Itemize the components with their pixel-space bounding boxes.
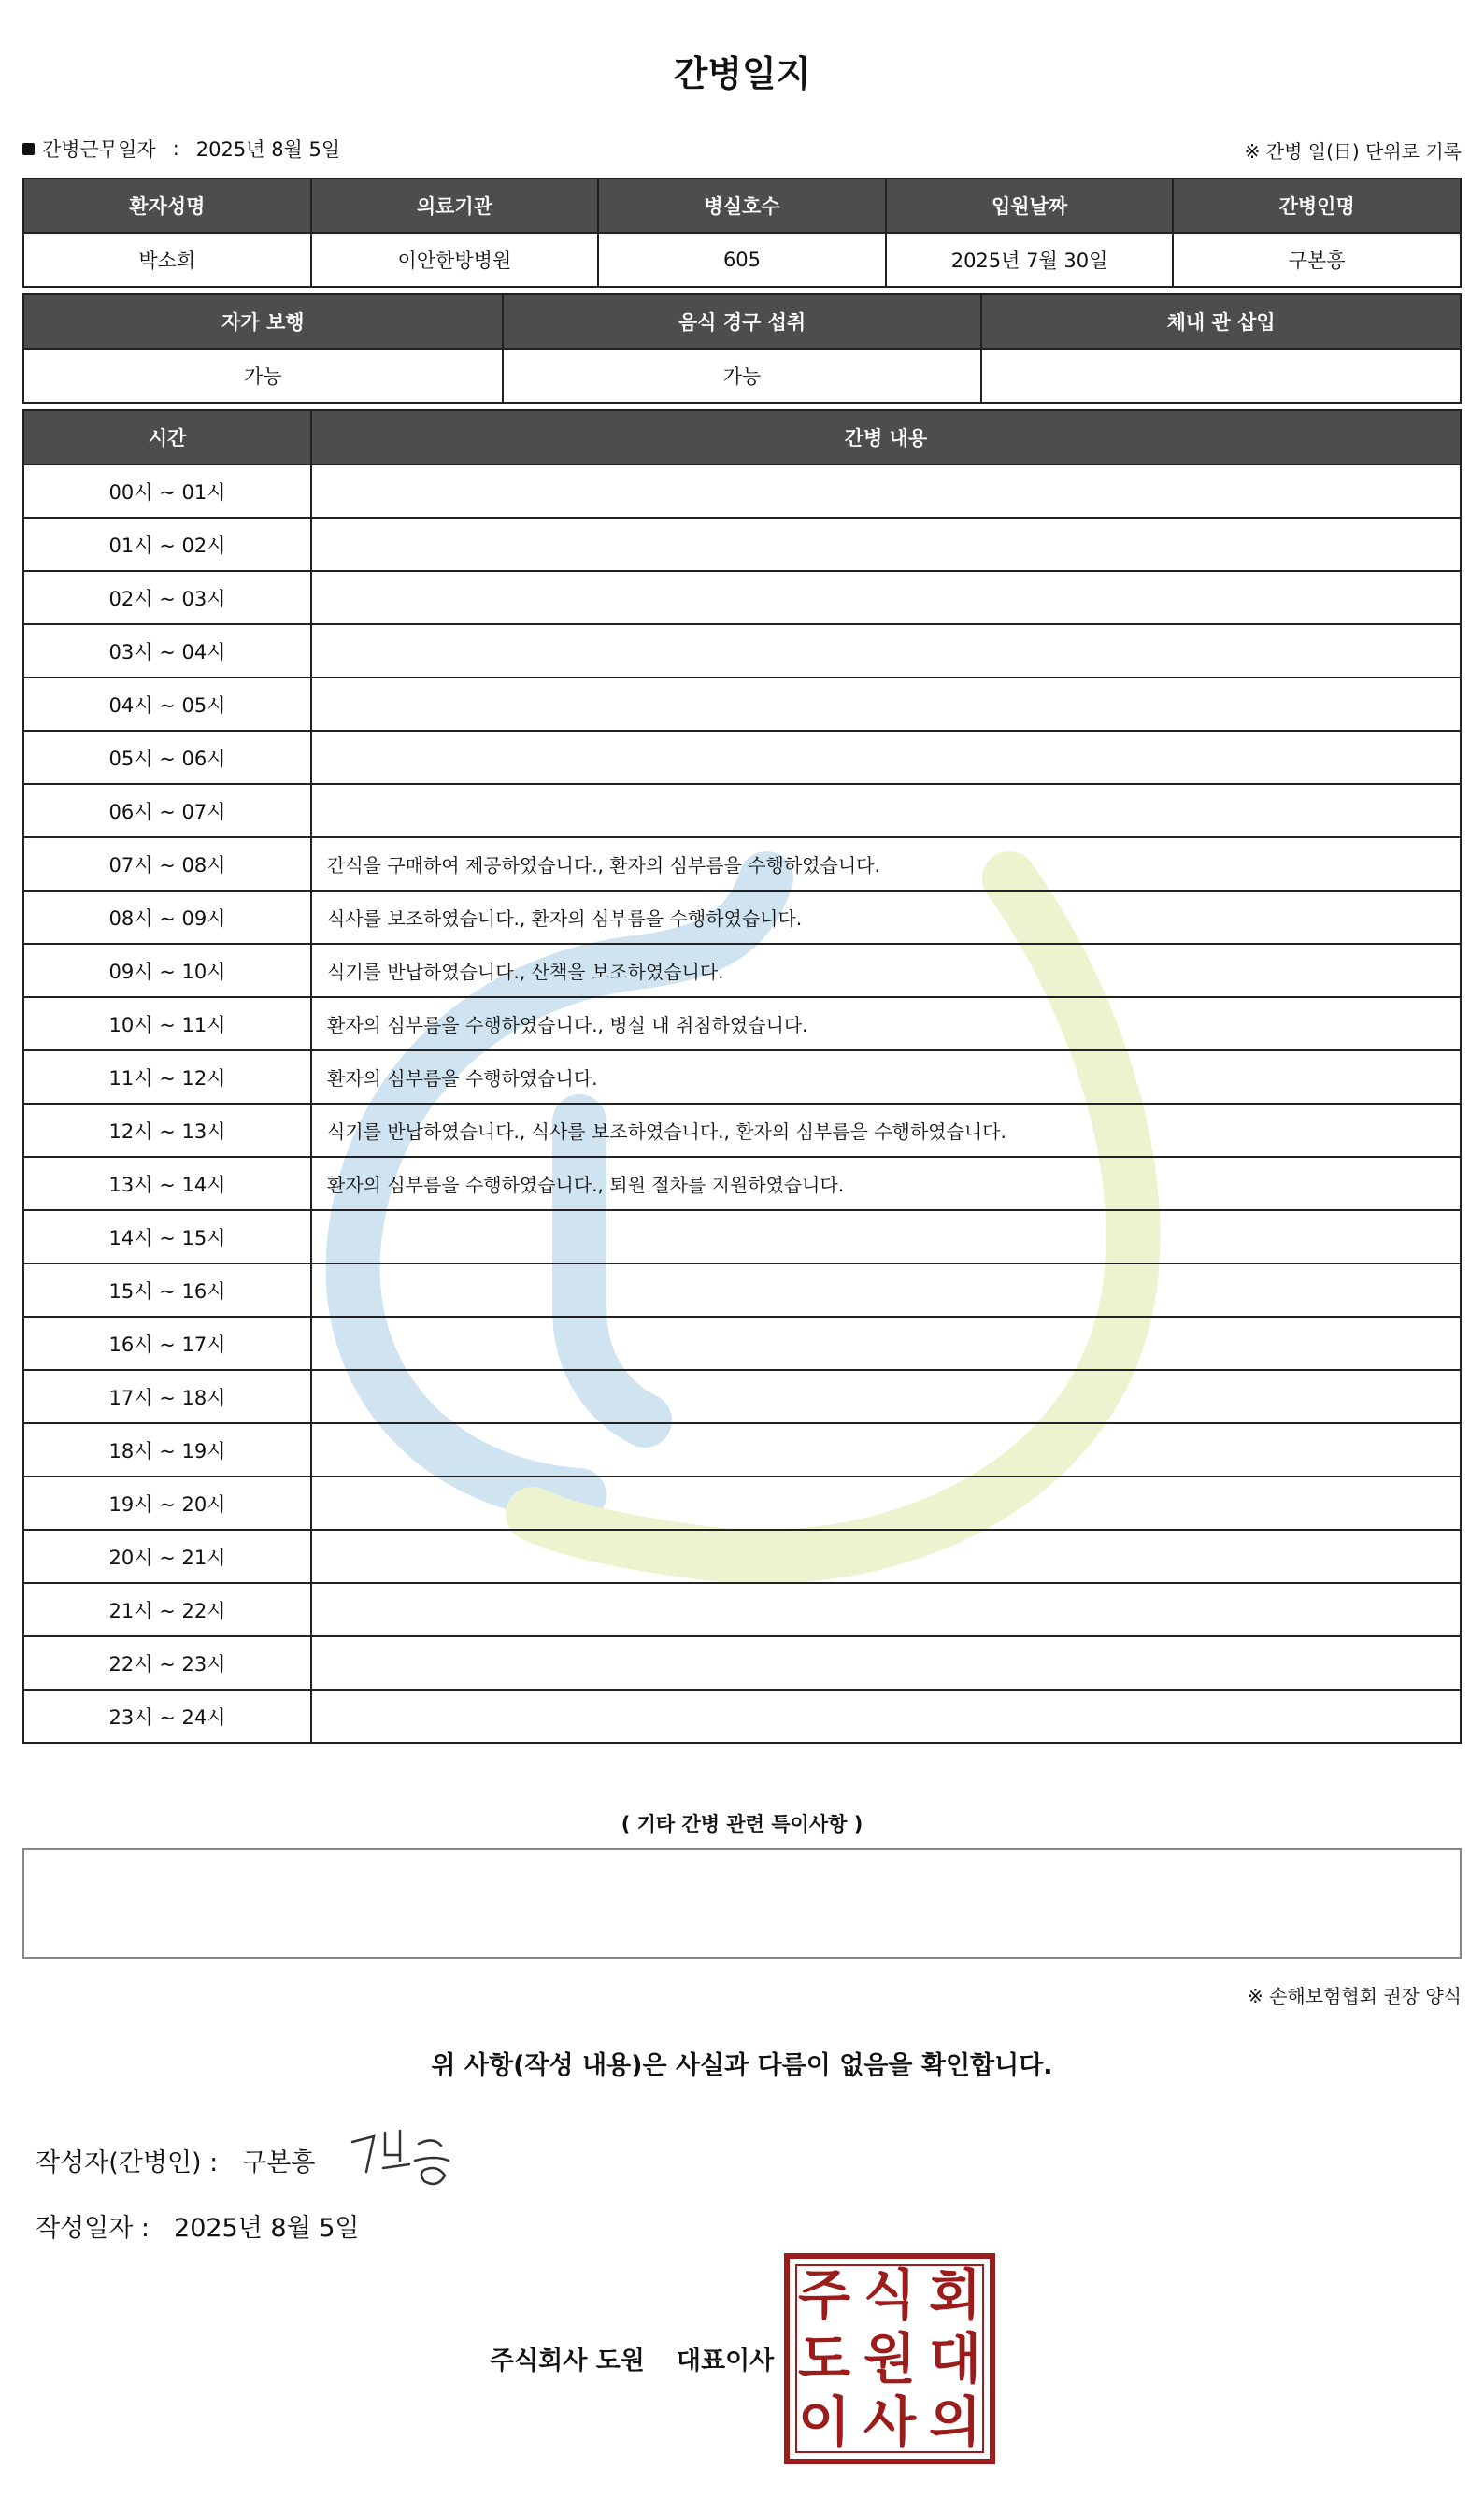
handwritten-signature — [348, 2123, 460, 2198]
time-slot: 00시 ~ 01시 — [23, 464, 311, 518]
ceo-title: 대표이사 — [676, 2347, 775, 2376]
care-content — [311, 1423, 1461, 1477]
care-log-table — [22, 409, 1462, 1744]
header-admission-date: 입원날짜 — [886, 178, 1174, 233]
time-slot: 08시 ~ 09시 — [23, 891, 311, 944]
care-log-row — [23, 1317, 1461, 1370]
care-log-row — [23, 1210, 1461, 1263]
written-date-value: 2025년 8월 5일 — [174, 2214, 360, 2243]
care-content — [311, 1210, 1461, 1263]
time-slot: 19시 ~ 20시 — [23, 1477, 311, 1530]
time-slot: 22시 ~ 23시 — [23, 1636, 311, 1690]
care-content — [311, 1263, 1461, 1317]
time-slot: 10시 ~ 11시 — [23, 997, 311, 1050]
time-slot: 17시 ~ 18시 — [23, 1370, 311, 1423]
time-slot: 07시 ~ 08시 — [23, 837, 311, 891]
seal-glyph: 원 — [863, 2327, 917, 2390]
care-log-row — [23, 731, 1461, 784]
time-slot: 13시 ~ 14시 — [23, 1157, 311, 1210]
care-log-row — [23, 997, 1461, 1050]
care-content — [311, 1370, 1461, 1423]
time-slot: 02시 ~ 03시 — [23, 571, 311, 624]
time-slot: 14시 ~ 15시 — [23, 1210, 311, 1263]
patient-ability-table — [22, 293, 1462, 404]
work-date-line — [22, 135, 340, 163]
company-line — [490, 2340, 774, 2376]
seal-glyph: 이 — [797, 2390, 851, 2454]
work-date-separator: : — [172, 137, 179, 160]
header-time: 시간 — [23, 410, 311, 464]
header-self-walking: 자가 보행 — [23, 294, 503, 349]
care-content: 환자의 심부름을 수행하였습니다., 퇴원 절차를 지원하였습니다. — [311, 1157, 1461, 1210]
care-content: 환자의 심부름을 수행하였습니다., 병실 내 취침하였습니다. — [311, 997, 1461, 1050]
care-log-row — [23, 518, 1461, 571]
seal-glyph: 대 — [928, 2327, 982, 2390]
care-log-header-row — [23, 410, 1461, 464]
care-content — [311, 678, 1461, 731]
care-log-row — [23, 1583, 1461, 1636]
page-title: 간병일지 — [673, 53, 811, 94]
care-content: 식사를 보조하였습니다., 환자의 심부름을 수행하였습니다. — [311, 891, 1461, 944]
care-content — [311, 784, 1461, 837]
seal-glyph: 사 — [863, 2390, 917, 2454]
time-slot: 06시 ~ 07시 — [23, 784, 311, 837]
bullet-square-icon — [22, 143, 35, 155]
seal-glyph: 도 — [797, 2327, 851, 2390]
care-content — [311, 464, 1461, 518]
care-log-row — [23, 837, 1461, 891]
writer-line — [36, 2142, 316, 2178]
care-content: 식기를 반납하였습니다., 산책을 보조하였습니다. — [311, 944, 1461, 997]
care-log-body — [23, 464, 1461, 1743]
written-date-label: 작성일자 : — [36, 2214, 150, 2243]
header-oral-intake: 음식 경구 섭취 — [503, 294, 982, 349]
header-patient-name: 환자성명 — [23, 178, 311, 233]
time-slot: 01시 ~ 02시 — [23, 518, 311, 571]
header-caregiver-name: 간병인명 — [1173, 178, 1461, 233]
time-slot: 18시 ~ 19시 — [23, 1423, 311, 1477]
patient-info-table — [22, 178, 1462, 288]
header-hospital: 의료기관 — [311, 178, 599, 233]
care-log-row — [23, 464, 1461, 518]
seal-glyph: 식 — [863, 2263, 917, 2327]
time-slot: 21시 ~ 22시 — [23, 1583, 311, 1636]
care-log-row — [23, 891, 1461, 944]
form-source-note: ※ 손해보험협회 권장 양식 — [1247, 1985, 1462, 2007]
header-tube-insertion: 체내 관 삽입 — [981, 294, 1461, 349]
time-slot: 16시 ~ 17시 — [23, 1317, 311, 1370]
seal-glyph: 회 — [928, 2263, 982, 2327]
time-slot: 20시 ~ 21시 — [23, 1530, 311, 1583]
ability-value-row — [23, 349, 1461, 403]
care-log-row — [23, 1423, 1461, 1477]
writer-name: 구본흥 — [242, 2148, 316, 2177]
care-content — [311, 518, 1461, 571]
care-content: 간식을 구매하여 제공하였습니다., 환자의 심부름을 수행하였습니다. — [311, 837, 1461, 891]
special-notes-box — [22, 1848, 1462, 1959]
patient-name: 박소희 — [23, 233, 311, 287]
care-log-row — [23, 678, 1461, 731]
written-date-line — [36, 2207, 360, 2244]
header-care-content: 간병 내용 — [311, 410, 1461, 464]
company-seal-stamp — [783, 2252, 996, 2465]
ability-header-row — [23, 294, 1461, 349]
care-content — [311, 1317, 1461, 1370]
hospital-name: 이안한방병원 — [311, 233, 599, 287]
time-slot: 04시 ~ 05시 — [23, 678, 311, 731]
room-number: 605 — [598, 233, 886, 287]
seal-glyph: 주 — [797, 2263, 851, 2327]
care-log-row — [23, 1477, 1461, 1530]
caregiver-name: 구본흥 — [1173, 233, 1461, 287]
company-name: 주식회사 도원 — [490, 2347, 645, 2376]
time-slot: 09시 ~ 10시 — [23, 944, 311, 997]
care-content — [311, 1477, 1461, 1530]
work-date-label: 간병근무일자 — [42, 138, 156, 161]
daily-record-note: ※ 간병 일(日) 단위로 기록 — [1244, 140, 1462, 163]
care-content — [311, 1690, 1461, 1743]
care-log-row — [23, 571, 1461, 624]
seal-glyph: 의 — [928, 2390, 982, 2454]
patient-info-value-row — [23, 233, 1461, 287]
time-slot: 05시 ~ 06시 — [23, 731, 311, 784]
care-log-row — [23, 784, 1461, 837]
time-slot: 15시 ~ 16시 — [23, 1263, 311, 1317]
time-slot: 12시 ~ 13시 — [23, 1104, 311, 1157]
tube-insertion-value — [981, 349, 1461, 403]
care-log-row — [23, 1263, 1461, 1317]
work-date-value: 2025년 8월 5일 — [195, 138, 341, 161]
care-content — [311, 1583, 1461, 1636]
special-notes-title: ( 기타 간병 관련 특이사항 ) — [621, 1813, 863, 1835]
care-log-row — [23, 1690, 1461, 1743]
care-log-row — [23, 1050, 1461, 1104]
care-log-row — [23, 1104, 1461, 1157]
self-walking-value: 가능 — [23, 349, 503, 403]
care-content — [311, 1530, 1461, 1583]
care-log-row — [23, 1157, 1461, 1210]
admission-date: 2025년 7월 30일 — [886, 233, 1174, 287]
confirmation-statement: 위 사항(작성 내용)은 사실과 다름이 없음을 확인합니다. — [431, 2051, 1053, 2080]
time-slot: 11시 ~ 12시 — [23, 1050, 311, 1104]
care-content — [311, 624, 1461, 678]
care-log-row — [23, 1636, 1461, 1690]
oral-intake-value: 가능 — [503, 349, 982, 403]
care-content: 환자의 심부름을 수행하였습니다. — [311, 1050, 1461, 1104]
care-content — [311, 731, 1461, 784]
care-log-row — [23, 944, 1461, 997]
care-content — [311, 571, 1461, 624]
time-slot: 03시 ~ 04시 — [23, 624, 311, 678]
header-room-number: 병실호수 — [598, 178, 886, 233]
care-log-row — [23, 624, 1461, 678]
care-content: 식기를 반납하였습니다., 식사를 보조하였습니다., 환자의 심부름을 수행하였습니다. — [311, 1104, 1461, 1157]
care-content — [311, 1636, 1461, 1690]
care-log-row — [23, 1370, 1461, 1423]
care-log-row — [23, 1530, 1461, 1583]
time-slot: 23시 ~ 24시 — [23, 1690, 311, 1743]
writer-label: 작성자(간병인) : — [36, 2148, 219, 2177]
patient-info-header-row — [23, 178, 1461, 233]
